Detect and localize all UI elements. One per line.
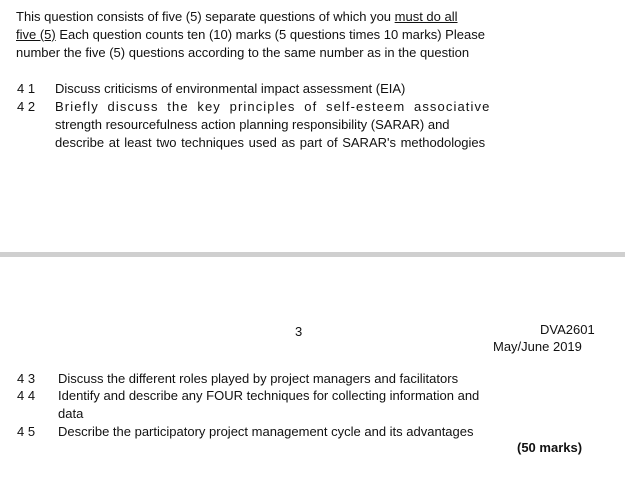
question-text: Discuss criticisms of environmental impact assessment (EIA) (55, 81, 406, 96)
page-number: 3 (295, 324, 303, 339)
instructions-paragraph (16, 8, 616, 62)
question-number: 4 2 (17, 99, 36, 114)
question-number: 4 3 (17, 371, 36, 386)
emphasis-five: five (5) (16, 27, 56, 42)
question-text: Briefly discuss the key principles of self-esteem associative strength resourcefulness action planning responsibility (SARAR) and describe at least two techniques used as part of SARAR's methodologies (55, 99, 491, 150)
course-code: DVA2601 (540, 322, 595, 337)
instructions-line-3: number the five (5) questions according to the same number as in the question (16, 45, 470, 60)
question-text: Identify and describe any FOUR techniques for collecting information and data (58, 388, 480, 421)
question-number: 4 1 (17, 81, 36, 96)
question-text: Describe the participatory project management cycle and its advantages (58, 424, 474, 439)
emphasis-must-do-all: must do all (394, 9, 458, 24)
total-marks: (50 marks) (517, 440, 583, 455)
instructions-line-1: This question consists of five (5) separate questions of which you must do all (16, 9, 458, 24)
question-number: 4 5 (17, 424, 36, 439)
question-number: 4 4 (17, 388, 36, 403)
exam-date: May/June 2019 (493, 339, 582, 354)
instructions-line-2: five (5) Each question counts ten (10) marks (5 questions times 10 marks) Please (16, 27, 485, 42)
question-text: Discuss the different roles played by project managers and facilitators (58, 371, 459, 386)
